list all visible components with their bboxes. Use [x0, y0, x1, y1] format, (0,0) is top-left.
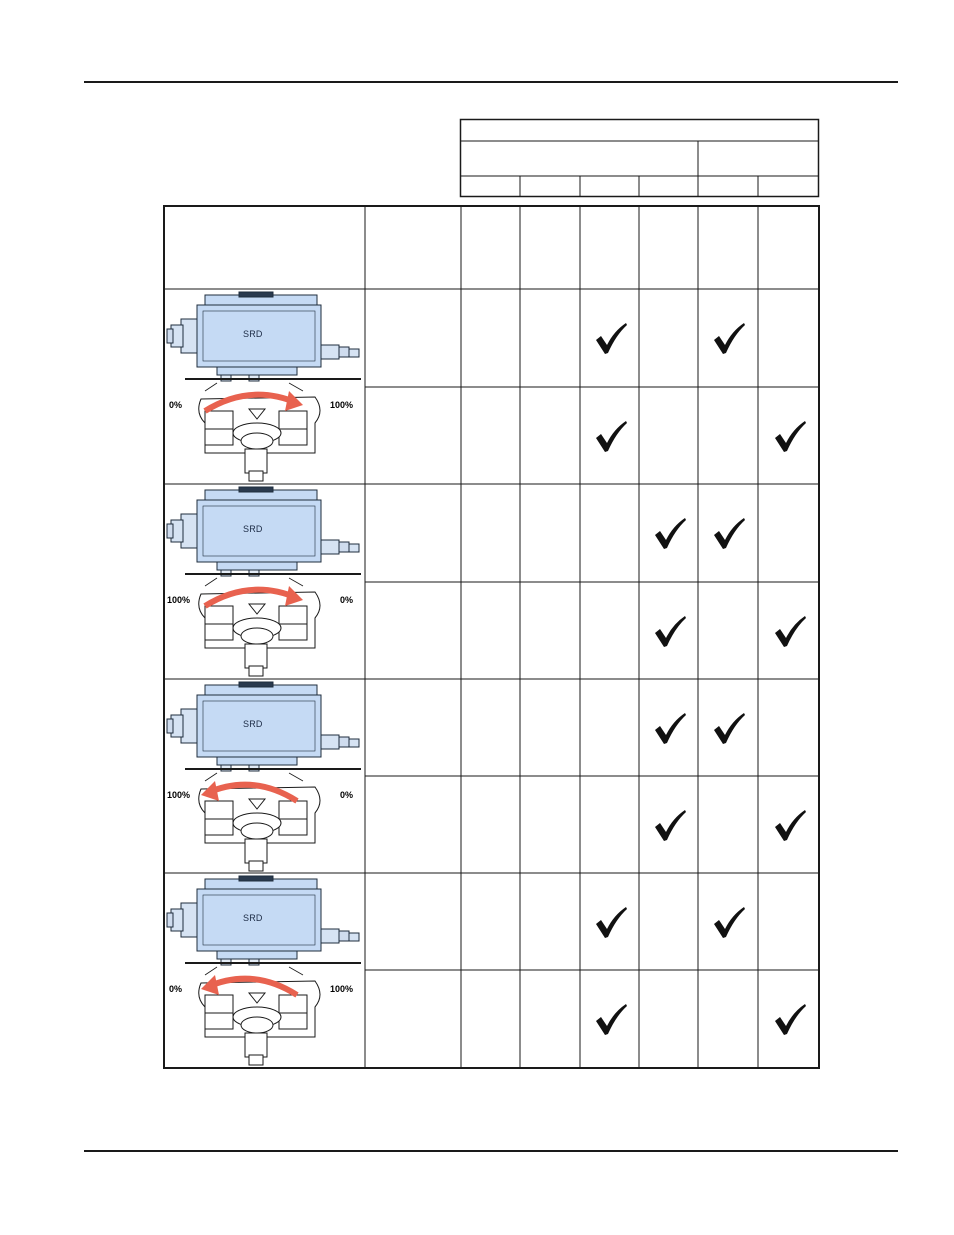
right-percent-label: 100%	[329, 400, 353, 410]
positioner-illustration	[165, 291, 365, 483]
check-icon	[652, 614, 688, 650]
left-percent-label: 100%	[167, 595, 191, 605]
srd-label: SRD	[243, 329, 263, 339]
check-icon	[593, 321, 629, 357]
right-percent-label: 0%	[339, 790, 353, 800]
check-icon	[772, 1002, 808, 1038]
check-icon	[772, 419, 808, 455]
left-percent-label: 100%	[167, 790, 191, 800]
check-icon	[593, 905, 629, 941]
left-percent-label: 0%	[169, 984, 183, 994]
check-icon	[772, 614, 808, 650]
check-icon	[593, 1002, 629, 1038]
check-icon	[593, 419, 629, 455]
right-percent-label: 0%	[339, 595, 353, 605]
check-icon	[652, 516, 688, 552]
left-percent-label: 0%	[169, 400, 183, 410]
check-icon	[652, 711, 688, 747]
check-icon	[711, 711, 747, 747]
srd-label: SRD	[243, 719, 263, 729]
footer-rule	[84, 1150, 898, 1152]
check-icon	[772, 808, 808, 844]
right-percent-label: 100%	[329, 984, 353, 994]
check-icon	[711, 321, 747, 357]
positioner-illustration	[165, 486, 365, 678]
positioner-illustration	[165, 875, 365, 1067]
check-icon	[711, 516, 747, 552]
srd-label: SRD	[243, 524, 263, 534]
check-icon	[711, 905, 747, 941]
check-icon	[652, 808, 688, 844]
positioner-illustration	[165, 681, 365, 873]
srd-label: SRD	[243, 913, 263, 923]
